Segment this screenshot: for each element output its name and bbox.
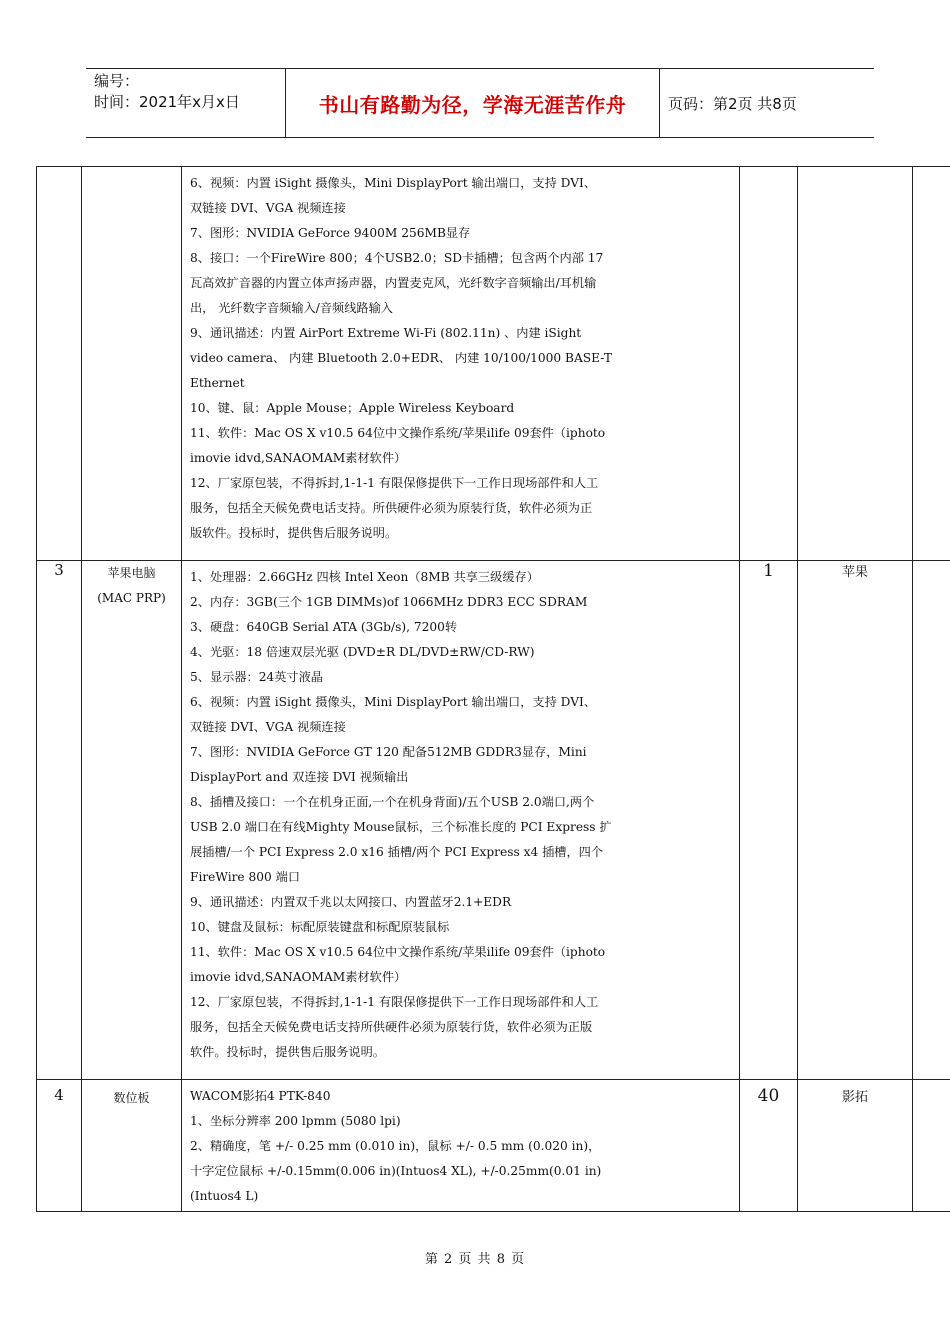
spec-line: 12、厂家原包装，不得拆封,1-1-1 有限保修提供下一工作日现场部件和人工 xyxy=(190,995,599,1009)
product-name-cell xyxy=(82,1080,182,1212)
spec-line: 9、通讯描述：内置 AirPort Extreme Wi-Fi (802.11n) 、内建 iSight xyxy=(190,326,582,340)
table-row xyxy=(37,1080,950,1212)
spec-lines xyxy=(182,167,739,560)
page-footer: 第 2 页 共 8 页 xyxy=(424,1252,526,1267)
header-left xyxy=(94,71,284,113)
product-name-cell xyxy=(82,561,182,1080)
table-row xyxy=(37,167,950,561)
spec-line: 5、显示器：24英寸液晶 xyxy=(190,670,323,684)
quantity-cell xyxy=(740,167,798,561)
spec-table xyxy=(36,166,950,1212)
product-name-line: 苹果电脑 xyxy=(107,566,156,580)
spec-line: imovie idvd,SANAOMAM素材软件） xyxy=(190,451,407,465)
row-number-cell xyxy=(37,167,82,561)
product-name-line: (MAC PRP) xyxy=(97,591,166,605)
spec-line: 11、软件：Mac OS X v10.5 64位中文操作系统/苹果ilife 09套件（iphoto xyxy=(190,945,606,959)
spec-line: 12、厂家原包装，不得拆封,1-1-1 有限保修提供下一工作日现场部件和人工 xyxy=(190,476,599,490)
spec-line: 6、视频：内置 iSight 摄像头，Mini DisplayPort 输出端口，支持 DVI、 xyxy=(190,695,597,709)
spec-line: 2、精确度，笔 +/- 0.25 mm (0.010 in)，鼠标 +/- 0.5 mm (0.020 in)， xyxy=(190,1139,601,1153)
spec-line: 4、光驱：18 倍速双层光驱 (DVD±R DL/DVD±RW/CD-RW) xyxy=(190,645,535,659)
remarks-cell xyxy=(913,1080,950,1212)
header-slogan: 书山有路勤为径，学海无涯苦作舟 xyxy=(318,93,627,117)
spec-line: 3、硬盘：640GB Serial ATA (3Gb/s), 7200转 xyxy=(190,620,458,634)
spec-line: 瓦高效扩音器的内置立体声扬声器，内置麦克风，光纤数字音频输出/耳机输 xyxy=(190,276,597,290)
spec-line: DisplayPort and 双连接 DVI 视频输出 xyxy=(190,770,409,784)
brand-cell: 影拓 xyxy=(798,1080,913,1212)
product-name-line: 数位板 xyxy=(113,1091,150,1105)
row-number-cell: 4 xyxy=(37,1080,82,1212)
spec-line: USB 2.0 端口在有线Mighty Mouse鼠标，三个标准长度的 PCI Express 扩 xyxy=(190,820,612,834)
spec-line: 1、坐标分辨率 200 lpmm (5080 lpi) xyxy=(190,1114,401,1128)
remarks-cell xyxy=(913,167,950,561)
spec-cell xyxy=(182,561,740,1080)
spec-cell xyxy=(182,1080,740,1212)
spec-line: 展插槽/一个 PCI Express 2.0 x16 插槽/两个 PCI Express x4 插槽，四个 xyxy=(190,845,604,859)
spec-line: 8、插槽及接口：一个在机身正面,一个在机身背面)/五个USB 2.0端口,两个 xyxy=(190,795,595,809)
header-divider xyxy=(659,69,660,137)
spec-cell xyxy=(182,167,740,561)
spec-line: 服务，包括全天候免费电话支持。所供硬件必须为原装行货，软件必须为正 xyxy=(190,501,593,515)
header-page-number: 页码：第2页 共8页 xyxy=(668,95,797,113)
spec-line: 1、处理器：2.66GHz 四核 Intel Xeon（8MB 共享三级缓存） xyxy=(190,570,539,584)
spec-line: 11、软件：Mac OS X v10.5 64位中文操作系统/苹果ilife 09套件（iphoto xyxy=(190,426,606,440)
spec-line: 6、视频：内置 iSight 摄像头，Mini DisplayPort 输出端口，支持 DVI、 xyxy=(190,176,597,190)
remarks-cell xyxy=(913,561,950,1080)
document-date: 时间：2021年x月x日 xyxy=(94,93,240,111)
spec-line: WACOM影拓4 PTK-840 xyxy=(190,1089,331,1103)
spec-line: FireWire 800 端口 xyxy=(190,870,301,884)
spec-line: 9、通讯描述：内置双千兆以太网接口、内置蓝牙2.1+EDR xyxy=(190,895,512,909)
table-row xyxy=(37,561,950,1080)
spec-line: 8、接口：一个FireWire 800；4个USB2.0；SD卡插槽；包含两个内部 17 xyxy=(190,251,604,265)
quantity-cell: 1 xyxy=(740,561,798,1080)
product-name-cell xyxy=(82,167,182,561)
spec-table-body xyxy=(37,167,950,1212)
spec-line: video camera、 内建 Bluetooth 2.0+EDR、 内建 10/100/1000 BASE-T xyxy=(190,351,613,365)
spec-line: 7、图形：NVIDIA GeForce GT 120 配备512MB GDDR3显存，Mini xyxy=(190,745,587,759)
row-number-cell: 3 xyxy=(37,561,82,1080)
spec-line: imovie idvd,SANAOMAM素材软件） xyxy=(190,970,407,984)
spec-line: 十字定位鼠标 +/-0.15mm(0.006 in)(Intuos4 XL), +/-0.25mm(0.01 in) xyxy=(190,1164,602,1178)
spec-line: 版软件。投标时，提供售后服务说明。 xyxy=(190,526,398,540)
quantity-cell: 40 xyxy=(740,1080,798,1212)
spec-line: 出， 光纤数字音频输入/音频线路输入 xyxy=(190,301,393,315)
spec-line: 2、内存：3GB(三个 1GB DIMMs)of 1066MHz DDR3 ECC SDRAM xyxy=(190,595,588,609)
spec-line: Ethernet xyxy=(190,376,245,390)
document-number-label: 编号： xyxy=(94,72,140,90)
brand-cell xyxy=(798,167,913,561)
spec-line: 10、键、鼠：Apple Mouse；Apple Wireless Keyboard xyxy=(190,401,515,415)
spec-line: 双链接 DVI、VGA 视频连接 xyxy=(190,720,346,734)
brand-cell: 苹果 xyxy=(798,561,913,1080)
spec-line: 10、键盘及鼠标：标配原装键盘和标配原装鼠标 xyxy=(190,920,450,934)
page-header xyxy=(86,68,874,138)
spec-lines xyxy=(182,1080,739,1211)
spec-line: 双链接 DVI、VGA 视频连接 xyxy=(190,201,346,215)
spec-line: (Intuos4 L) xyxy=(190,1189,259,1203)
spec-line: 7、图形：NVIDIA GeForce 9400M 256MB显存 xyxy=(190,226,471,240)
spec-lines xyxy=(182,561,739,1079)
spec-line: 软件。投标时，提供售后服务说明。 xyxy=(190,1045,385,1059)
spec-line: 服务，包括全天候免费电话支持所供硬件必须为原装行货，软件必须为正版 xyxy=(190,1020,593,1034)
